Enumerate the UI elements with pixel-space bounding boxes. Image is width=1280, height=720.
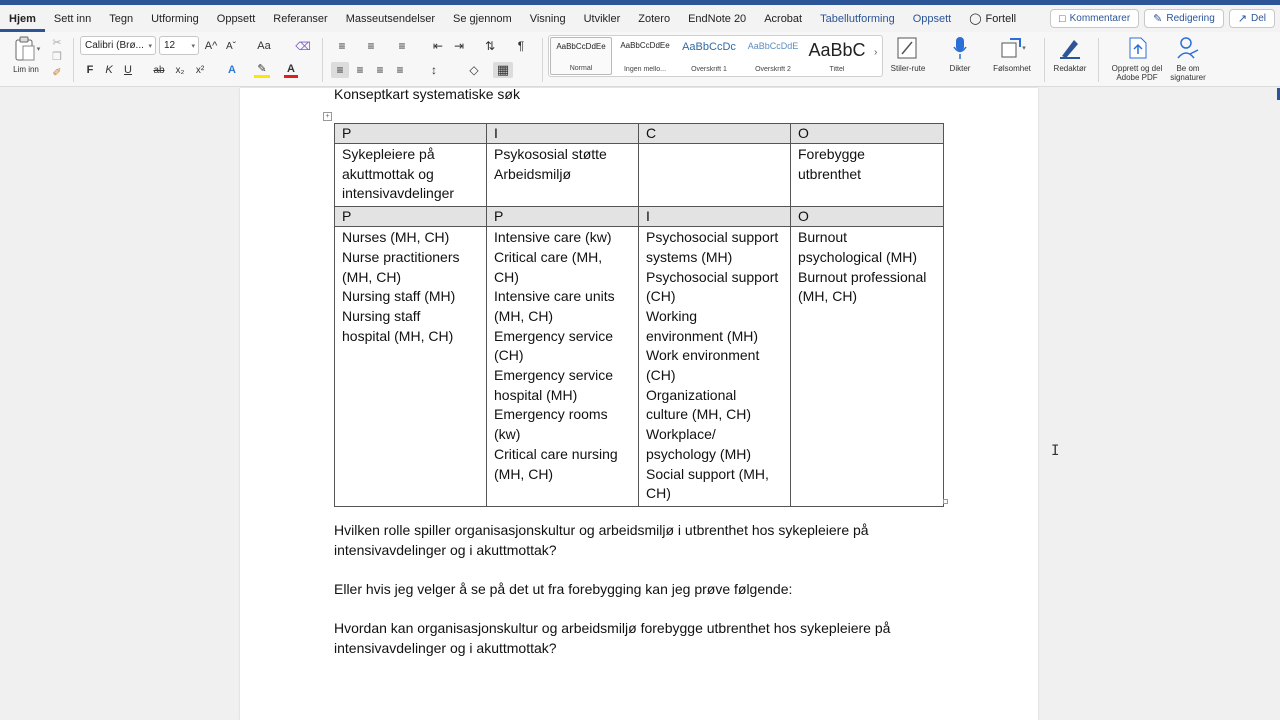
bold-button[interactable]: F [86,64,94,76]
paste-button[interactable] [10,35,44,63]
style-heading-2[interactable] [742,37,804,75]
style-name: Tittel [829,66,845,73]
styles-gallery [548,35,883,77]
editor-label: Redaktør [1053,64,1087,73]
divider [542,38,543,82]
borders-icon[interactable]: ▦ [493,62,513,78]
highlight-icon[interactable]: ✎ [254,62,270,78]
divider [322,38,323,82]
divider [73,38,74,82]
signature-icon [1176,36,1200,60]
cell-line: Critical care (MH, [494,248,603,265]
paragraph-research-question[interactable] [334,521,954,560]
cell-line: Emergency service [494,367,614,384]
table-cell[interactable] [335,227,487,507]
font-size-select[interactable] [159,36,199,55]
text-effects-icon[interactable]: A [228,64,236,76]
editor-icon [1058,36,1082,60]
tab-utforming[interactable]: Utforming [151,12,199,25]
text-cursor-icon: I [1051,443,1060,459]
microphone-icon [952,36,968,60]
sort-icon[interactable]: ⇅ [484,39,496,53]
dictate-label: Dikter [949,64,971,73]
header-cell[interactable]: O [791,124,944,144]
dictate-button[interactable] [948,34,972,62]
tab-masseutsendelser[interactable]: Masseutsendelser [345,12,435,25]
style-name: Normal [569,65,593,72]
style-name: Overskrift 2 [755,66,791,73]
cell-line: (MH, CH) [798,288,858,305]
editing-button[interactable] [1144,9,1224,28]
share-label: Del [1250,13,1266,24]
header-cell[interactable]: O [791,207,944,227]
line-spacing-icon[interactable]: ↕ [431,63,437,77]
cell-line: Intensive care units [494,288,615,305]
paste-label: Lim inn [13,65,39,74]
cell-line: Emergency service [494,327,614,344]
cell-line: Psychosocial support [646,229,779,246]
numbering-icon[interactable]: ≡ [367,39,375,53]
decrease-indent-icon[interactable]: ⇤ [432,39,444,53]
tab-oppsett[interactable]: Oppsett [216,12,256,25]
superscript-button[interactable]: x² [195,64,205,76]
table-cell[interactable] [791,227,944,507]
cell-line: (MH, CH) [494,465,554,482]
cell-line: (CH) [494,347,524,364]
sensitivity-button[interactable] [996,34,1030,62]
tab-zotero[interactable]: Zotero [638,12,671,25]
tell-me[interactable] [960,5,1025,32]
table-cell[interactable] [335,144,487,207]
editing-label: Redigering [1166,13,1215,24]
style-no-spacing[interactable] [614,37,676,75]
format-painter-icon[interactable]: ✐ [52,66,62,79]
paragraph-line: intensivavdelinger og i akuttmottak? [334,639,557,656]
divider [1098,38,1099,82]
style-preview: AaBbCcDdEe [620,41,670,50]
tab-table-oppsett[interactable]: Oppsett [912,12,952,25]
concept-map-table[interactable] [334,123,944,507]
header-cell[interactable]: C [639,124,791,144]
table-row [335,144,944,207]
cut-icon[interactable]: ✂ [52,36,62,49]
cell-line: intensivavdelinger [342,185,455,202]
request-signatures-button[interactable] [1174,34,1202,62]
chevron-right-icon[interactable]: › [874,47,878,58]
underline-button[interactable]: U [124,64,132,76]
styles-pane-label: Stiler-rute [890,64,926,73]
create-pdf-button[interactable] [1124,34,1152,62]
style-preview: AaBbC [808,41,866,59]
clipboard-icon [14,36,36,62]
header-cell[interactable]: P [335,207,487,227]
cell-line: Burnout professional [798,268,927,285]
style-preview: AaBbCcDc [682,41,736,53]
grow-font-button[interactable]: A^ [204,40,218,52]
share-button[interactable] [1229,9,1275,28]
style-normal[interactable] [550,37,612,75]
tell-me-label: Fortell [985,12,1017,25]
cell-line: Arbeidsmiljø [494,165,572,182]
cell-line: Emergency rooms [494,406,608,423]
cell-line: (CH) [646,288,676,305]
editor-button[interactable] [1056,34,1084,62]
table-cell[interactable] [487,144,639,207]
pilcrow-icon[interactable]: ¶ [517,39,525,53]
cell-line: Forebygge [798,146,865,162]
style-name: Overskrift 1 [691,66,727,73]
shading-icon[interactable]: ◇ [469,63,479,77]
align-right-icon[interactable]: ≡ [376,63,384,77]
cell-line: CH) [646,485,671,502]
table-cell[interactable] [639,227,791,507]
tab-tabellutforming[interactable]: Tabellutforming [820,12,895,25]
divider [1044,38,1045,82]
cell-line: Workplace/ [646,426,716,443]
comments-label: Kommentarer [1069,13,1131,24]
shrink-font-button[interactable]: Aˇ [226,40,236,52]
table-header-row [335,207,944,227]
paragraph-alternative-question[interactable] [334,619,954,658]
cell-line: hospital (MH) [494,386,578,403]
cell-line: Nurses (MH, CH) [342,229,450,246]
cell-line: Critical care nursing [494,445,618,462]
cell-line: utbrenthet [798,165,862,182]
cell-line: CH) [494,268,519,285]
tab-tegn[interactable]: Tegn [109,12,134,25]
style-preview: AaBbCcDdE [747,41,799,51]
document-heading: Konseptkart systematiske søk [334,86,520,102]
clear-format-icon[interactable]: ⌫ [295,40,311,53]
share-icon: ↗ [1237,13,1247,25]
document-page[interactable] [240,88,1038,720]
cell-line: (CH) [646,367,676,384]
cell-line: (MH, CH) [494,307,554,324]
cell-line: (kw) [494,426,521,443]
request-signatures-label: Be om signaturer [1170,64,1206,82]
cell-line: Sykepleiere på [342,146,435,162]
create-pdf-label: Opprett og del Adobe PDF [1111,64,1163,82]
cell-line: Working [646,307,698,324]
cell-line: Psychosocial support [646,268,779,285]
copy-icon[interactable]: ❐ [52,50,62,63]
chevron-down-icon: ▾ [148,42,152,50]
change-case-button[interactable]: Aa [257,40,271,52]
cell-line: Intensive care (kw) [494,229,612,246]
cell-line: culture (MH, CH) [646,406,752,423]
table-header-row [335,124,944,144]
comments-button[interactable] [1050,9,1139,28]
align-center-icon[interactable]: ≡ [356,63,364,77]
header-cell[interactable]: I [487,124,639,144]
header-cell[interactable]: I [639,207,791,227]
styles-pane-button[interactable] [894,34,922,62]
style-title[interactable] [806,37,868,75]
cell-line: Work environment [646,347,760,364]
increase-indent-icon[interactable]: ⇥ [453,39,465,53]
cell-line: Nursing staff (MH) [342,288,456,305]
chevron-down-icon: ▾ [191,42,195,50]
ribbon-tabs [0,5,1280,32]
pencil-icon: ✎ [1153,13,1163,25]
sensitivity-label: Følsomhet [993,64,1031,73]
font-name-select[interactable] [80,36,156,55]
styles-pane-icon [896,36,920,60]
table-move-handle[interactable]: + [323,112,332,121]
cell-line: psychological (MH) [798,248,918,265]
font-color-icon[interactable]: A [284,62,298,78]
tab-visning[interactable]: Visning [529,12,566,25]
ribbon-toolbar [0,32,1280,87]
table-resize-handle[interactable] [943,499,948,504]
cell-line: Burnout [798,229,848,246]
cell-line: Psykososial støtte [494,146,607,162]
paragraph-line: Hvilken rolle spiller organisasjonskultur og arbeidsmiljø i utbrenthet hos sykepleiere på [334,522,869,538]
justify-icon[interactable]: ≡ [396,63,404,77]
tab-acrobat[interactable]: Acrobat [764,12,803,25]
style-preview: AaBbCcDdEe [556,42,606,51]
table-cell[interactable] [639,144,791,207]
font-name-value: Calibri (Brø... [85,40,144,51]
multilevel-list-icon[interactable]: ≡ [398,39,406,53]
tab-utvikler[interactable]: Utvikler [583,12,621,25]
subscript-button[interactable]: x₂ [175,64,185,76]
paragraph-line: Hvordan kan organisasjonskultur og arbeidsmiljø forebygge utbrenthet hos sykepleiere på [334,620,891,636]
italic-button[interactable]: K [105,64,113,76]
cell-line: hospital (MH, CH) [342,327,454,344]
lightbulb-icon: ◯ [969,13,982,25]
strikethrough-button[interactable]: ab [153,64,165,76]
table-cell[interactable] [791,144,944,207]
style-name: Ingen mello... [623,66,667,73]
paragraph-alternative-intro[interactable] [334,580,954,600]
font-size-value: 12 [164,40,176,51]
cell-line: Social support (MH, [646,465,769,482]
tab-se-gjennom[interactable]: Se gjennom [453,12,512,25]
header-cell[interactable]: P [335,124,487,144]
pdf-share-icon [1127,36,1149,60]
tab-endnote[interactable]: EndNote 20 [688,12,747,25]
tab-referanser[interactable]: Referanser [273,12,328,25]
style-heading-1[interactable] [678,37,740,75]
cell-line: Nurse practitioners [342,248,460,265]
chevron-down-icon: ▾ [1022,45,1026,52]
cell-line: akuttmottak og [342,165,434,182]
cell-line: psychology (MH) [646,445,752,462]
table-cell[interactable] [487,227,639,507]
cell-line: Organizational [646,386,737,403]
sensitivity-icon [1000,37,1022,59]
align-left-icon[interactable]: ≡ [331,62,349,78]
header-cell[interactable]: P [487,207,639,227]
paragraph-line: Eller hvis jeg velger å se på det ut fra forebygging kan jeg prøve følgende: [334,581,793,597]
cell-line: environment (MH) [646,327,759,344]
cell-line: (MH, CH) [342,268,402,285]
cell-line: Nursing staff [342,307,421,324]
bullets-icon[interactable]: ≡ [338,39,346,53]
tab-hjem[interactable]: Hjem [0,5,45,32]
paragraph-line: intensivavdelinger og i akuttmottak? [334,541,557,558]
comment-icon: □ [1058,12,1066,25]
table-row [335,227,944,507]
cell-line: systems (MH) [646,248,733,265]
tab-sett-inn[interactable]: Sett inn [53,12,92,25]
chevron-down-icon: ▾ [36,46,41,53]
